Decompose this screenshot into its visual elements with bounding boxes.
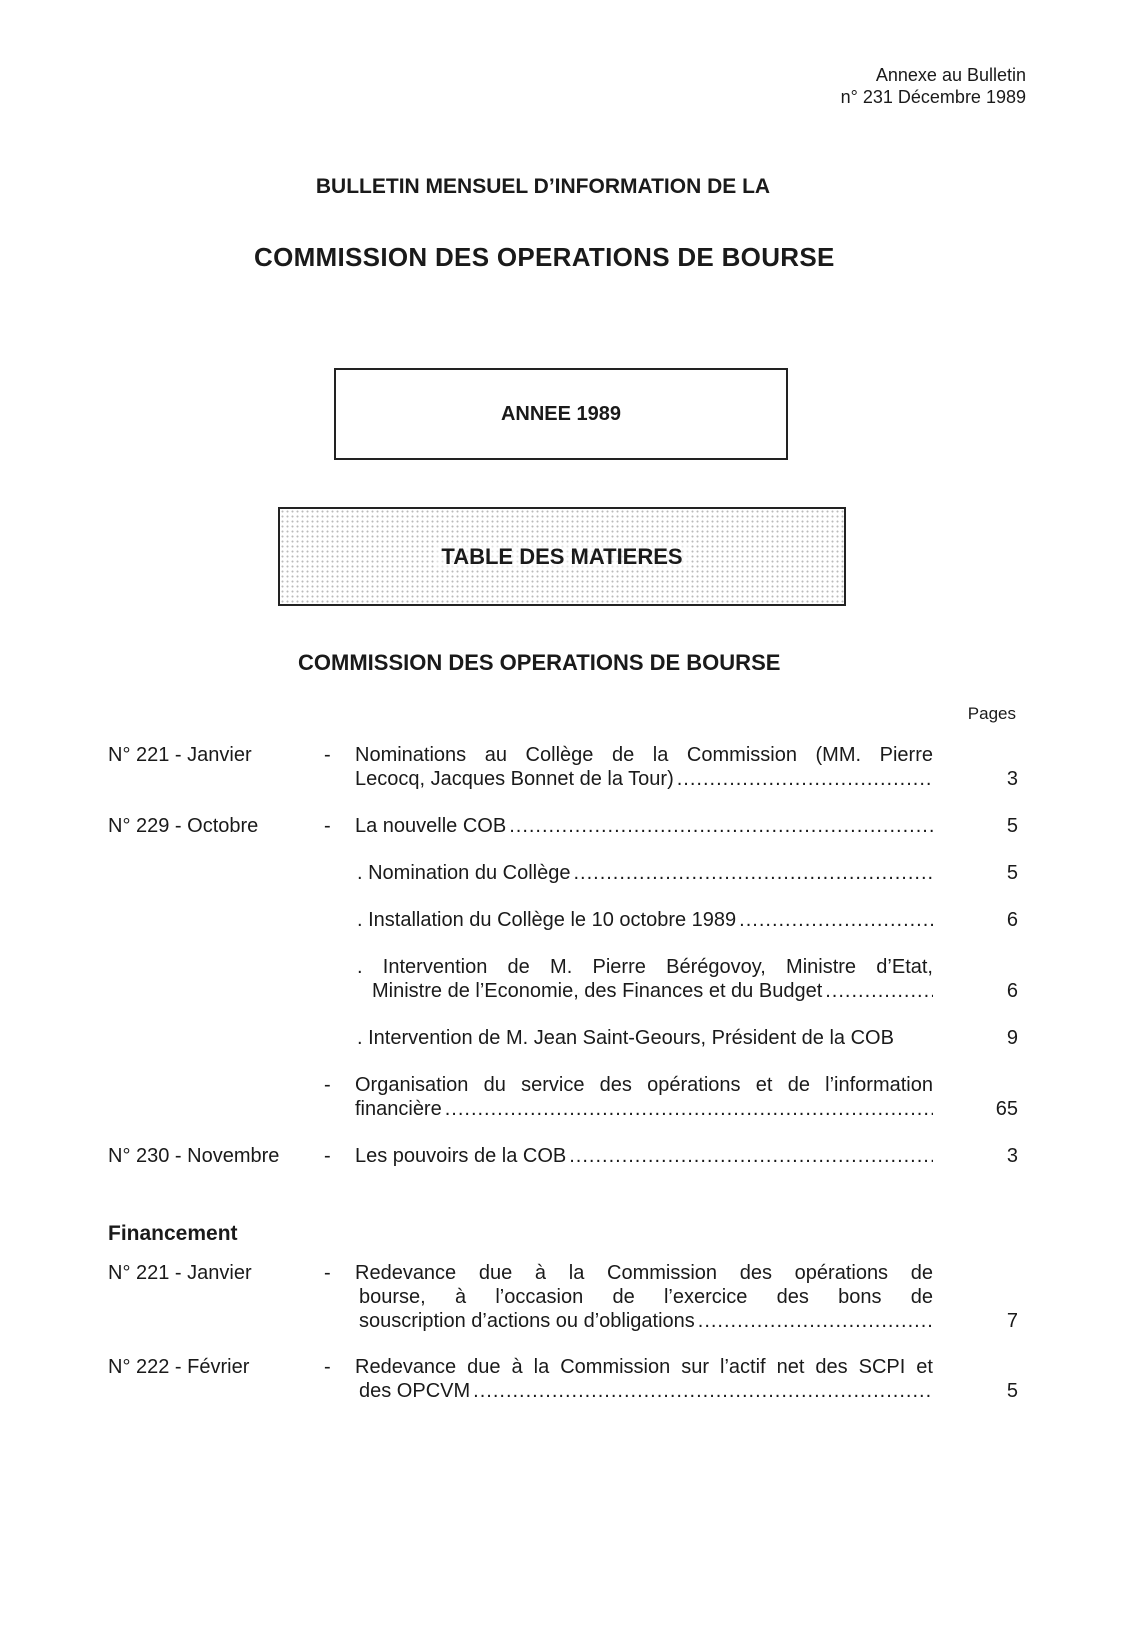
entry-text — [355, 743, 933, 791]
entry-text — [355, 814, 933, 838]
page-number: 6 — [1006, 909, 1018, 931]
dot-leader — [698, 1309, 933, 1333]
entry-line: des OPCVM — [359, 1380, 471, 1402]
dot-leader — [825, 979, 933, 1003]
entry-dash: - — [324, 1145, 331, 1167]
page-number: 9 — [1006, 1027, 1018, 1049]
entry-text — [357, 1026, 933, 1050]
bulletin-title — [0, 175, 1136, 199]
entry-line: . Intervention de M. Pierre Bérégovoy, Ministre d’Etat, — [357, 956, 933, 978]
entry-line: La nouvelle COB — [355, 815, 507, 837]
entry-line: Les pouvoirs de la COB — [355, 1145, 567, 1167]
annexe-reference — [841, 64, 1026, 108]
annexe-line-2: n° 231 Décembre 1989 — [840, 87, 1026, 107]
pages-column-header: Pages — [967, 704, 1016, 723]
dot-leader — [569, 1144, 933, 1168]
section-title: COMMISSION DES OPERATIONS DE BOURSE — [298, 650, 781, 675]
entry-dash: - — [324, 1074, 331, 1096]
page-number: 5 — [1006, 862, 1018, 884]
dot-leader — [573, 861, 933, 885]
issue-label: N° 221 - Janvier — [108, 1262, 252, 1284]
year-label: ANNEE 1989 — [500, 402, 622, 425]
entry-line: financière — [355, 1098, 442, 1120]
page-number: 5 — [1006, 1380, 1018, 1402]
entry-dash: - — [324, 744, 331, 766]
page-number: 5 — [1006, 815, 1018, 837]
commission-title: COMMISSION DES OPERATIONS DE BOURSE — [254, 242, 835, 272]
entry-line: bourse, à l’occasion de l’exercice des bons de — [359, 1286, 933, 1308]
dot-leader — [739, 908, 933, 932]
page-number: 65 — [995, 1098, 1018, 1120]
page-number: 3 — [1006, 768, 1018, 790]
page-number: 3 — [1006, 1145, 1018, 1167]
entry-dash: - — [324, 815, 331, 837]
entry-line: Organisation du service des opérations et de l’information — [355, 1074, 933, 1096]
bulletin-title-text: BULLETIN MENSUEL D’INFORMATION DE LA — [315, 175, 771, 198]
entry-line: Lecocq, Jacques Bonnet de la Tour) — [355, 768, 674, 790]
entry-line: Redevance due à la Commission sur l’actif net des SCPI et — [355, 1356, 933, 1378]
entry-text — [355, 1073, 933, 1121]
entry-text — [355, 1261, 933, 1333]
issue-label: N° 221 - Janvier — [108, 744, 252, 766]
year-box — [334, 368, 788, 460]
dot-leader — [677, 767, 933, 791]
entry-text — [355, 1144, 933, 1168]
table-of-contents-label: TABLE DES MATIERES — [435, 544, 688, 570]
entry-dash: - — [324, 1262, 331, 1284]
entry-line: Redevance due à la Commission des opérations de — [355, 1262, 933, 1284]
page-number: 6 — [1006, 980, 1018, 1002]
dot-leader — [445, 1097, 933, 1121]
dot-leader — [473, 1379, 933, 1403]
entry-text — [355, 1355, 933, 1403]
issue-label: N° 222 - Février — [108, 1356, 250, 1378]
entry-line: . Nomination du Collège — [357, 862, 571, 884]
financement-heading: Financement — [108, 1222, 238, 1245]
entry-line: Nominations au Collège de la Commission (MM. Pierre — [355, 744, 933, 766]
issue-label: N° 230 - Novembre — [108, 1145, 280, 1167]
annexe-line-1: Annexe au Bulletin — [875, 65, 1026, 85]
entry-text — [357, 955, 933, 1003]
entry-dash: - — [324, 1356, 331, 1378]
entry-line: souscription d’actions ou d’obligations — [359, 1310, 695, 1332]
entry-text — [357, 908, 933, 932]
dot-leader — [509, 814, 933, 838]
entry-line: Ministre de l’Economie, des Finances et du Budget — [372, 980, 823, 1002]
page-number: 7 — [1006, 1310, 1018, 1332]
entry-text — [357, 861, 933, 885]
entry-line: . Installation du Collège le 10 octobre 1989 — [357, 909, 737, 931]
table-of-contents-box — [278, 507, 846, 606]
issue-label: N° 229 - Octobre — [108, 815, 259, 837]
entry-line: . Intervention de M. Jean Saint-Geours, Président de la COB — [357, 1027, 894, 1049]
